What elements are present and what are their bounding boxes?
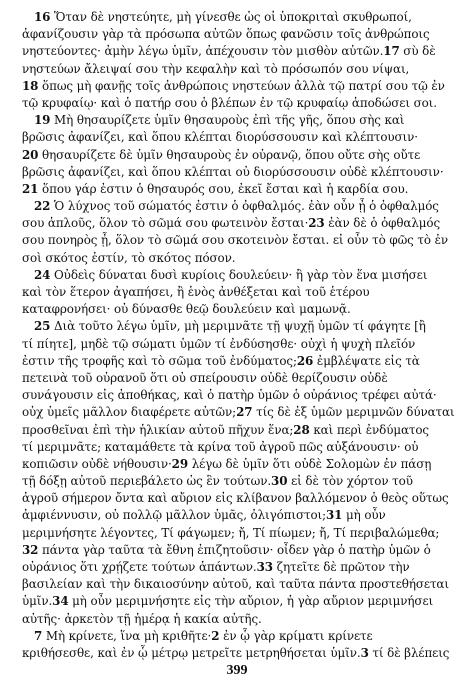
verse-text: νηστεύων ἄλειψαί σου τὴν κεφαλὴν καὶ τὸ πρόσωπόν σου νίψαι, [22,61,410,76]
text-line [22,542,464,559]
verse-number: 32 [22,542,39,557]
text-line [22,593,464,610]
verse-text: τῷ κρυφαίῳ· καὶ ὁ πατήρ σου ὁ βλέπων ἐν τῷ κρυφαίῳ ἀποδώσει σοι. [22,95,437,110]
text-line [22,628,464,645]
text-line [22,267,464,284]
verse-text: βρῶσις ἀφανίζει, καὶ ὅπου κλέπται οὐ διορύσσουσιν οὐδὲ κλέπτουσιν· [22,164,444,179]
text-line [22,26,464,43]
verse-number: 23 [308,216,325,231]
verse-number: 29 [171,456,189,471]
verse-number: 27 [236,405,253,420]
verse-number: 20 [22,147,39,162]
verse-text: καὶ περὶ ἐνδύματος [309,422,429,437]
verse-text: ἐμβλέψατε εἰς τὰ [313,353,420,368]
verse-number: 7 [34,628,43,643]
verse-number: 25 [34,319,51,334]
verse-number: 33 [256,560,273,574]
text-line [22,198,464,215]
scripture-text [22,9,464,662]
verse-number: 17 [383,44,400,59]
verse-text: βρῶσις ἀφανίζει, καὶ ὅπου κλέπται διορύσσουσιν καὶ κλέπτουσιν· [22,130,418,145]
text-line [22,129,464,146]
text-line [22,525,464,542]
verse-text: συνάγουσιν εἰς ἀποθήκας, καὶ ὁ πατὴρ ὑμῶν ὁ οὐράνιος τρέφει αὐτά· [22,388,437,403]
text-line [22,181,464,198]
text-line [22,78,464,95]
text-line [22,284,464,301]
text-line [22,576,464,593]
verse-text: κριθήσεσθε, καὶ ἐν ᾧ μέτρῳ μετρεῖτε μετρηθήσεται ὑμῖν. [22,645,361,660]
text-line [22,43,464,60]
verse-text: Μὴ κρίνετε, ἵνα μὴ κριθῆτε· [42,628,212,643]
text-line [22,336,464,353]
verse-text: τί μεριμνᾶτε; καταμάθετε τὰ κρίνα τοῦ ἀγροῦ πῶς αὐξάνουσιν· οὐ [22,439,419,454]
verse-text: οὐχ ὑμεῖς μᾶλλον διαφέρετε αὐτῶν; [22,405,237,420]
text-line [22,611,464,628]
text-line [22,353,464,370]
text-line [22,9,464,26]
verse-text: αὐτῆς· ἀρκετὸν τῇ ἡμέρᾳ ἡ κακία αὐτῆς. [22,611,262,626]
verse-text: Ὁ λύχνος τοῦ σώματός ἐστιν ὁ ὀφθαλμός. ἐὰν οὖν ᾖ ὁ ὀφθαλμός [50,199,439,214]
text-line [22,112,464,129]
text-line [22,456,464,473]
verse-text: πετεινὰ τοῦ οὐρανοῦ ὅτι οὐ σπείρουσιν οὐδὲ θερίζουσιν οὐδὲ [22,370,388,385]
verse-text: νηστεύοντες· ἀμὴν λέγω ὑμῖν, ἀπέχουσιν τὸν μισθὸν αὐτῶν. [22,44,384,59]
verse-text: Μὴ θησαυρίζετε ὑμῖν θησαυροὺς ἐπὶ τῆς γῆς, ὅπου σὴς καὶ [50,113,405,128]
verse-text: καταφρονήσει· οὐ δύνασθε θεῷ δουλεύειν καὶ μαμωνᾷ. [22,302,351,317]
text-line [22,61,464,78]
verse-number: 24 [34,267,51,282]
verse-text: τῇ δόξῃ αὐτοῦ περιεβάλετο ὡς ἓν τούτων. [22,474,272,489]
verse-text: ἐν ᾧ γὰρ κρίματι κρίνετε [219,628,373,643]
verse-text: πάντα γὰρ ταῦτα τὰ ἔθνη ἐπιζητοῦσιν· οἶδεν γὰρ ὁ πατὴρ ὑμῶν ὁ [38,542,431,557]
verse-number: 31 [325,508,343,523]
verse-text: ἐὰν δὲ ὁ ὀφθαλμός [324,216,441,231]
verse-number: 22 [34,199,51,214]
verse-text: τί δὲ βλέπεις [368,645,450,660]
verse-text: ὅπως μὴ φανῇς τοῖς ἀνθρώποις νηστεύων ἀλλὰ τῷ πατρί σου τῷ ἐν [38,78,445,93]
verse-text: σου πονηρὸς ᾖ, ὅλον τὸ σῶμά σου σκοτεινὸν ἔσται. εἰ οὖν τὸ φῶς τὸ ἐν [22,233,449,248]
text-line [22,645,464,662]
text-line [22,318,464,335]
verse-number: 18 [22,78,39,93]
text-line [22,164,464,181]
text-line [22,232,464,249]
text-line [22,215,464,232]
text-line [22,404,464,421]
verse-number: 34 [52,594,69,609]
verse-text: εἰ δὲ τὸν χόρτον τοῦ [287,474,413,489]
verse-number: 28 [293,422,310,437]
verse-text: Ὅταν δὲ νηστεύητε, μὴ γίνεσθε ὡς οἱ ὑποκριταὶ σκυθρωποί, [50,10,412,24]
verse-text: καὶ τὸν ἕτερον ἀγαπήσει, ἢ ἑνὸς ἀνθέξεται καὶ τοῦ ἑτέρου [22,285,370,299]
verse-number: 21 [22,181,39,196]
verse-text: ὑμῖν. [22,594,53,609]
verse-text: ὅπου γάρ ἐστιν ὁ θησαυρός σου, ἐκεῖ ἔσται καὶ ἡ καρδία σου. [38,181,409,196]
verse-number: 26 [296,353,314,368]
text-line [22,147,464,164]
verse-text: μὴ οὖν μεριμνήσητε εἰς τὴν αὔριον, ἡ γὰρ αὔριον μεριμνήσει [68,594,434,609]
text-line [22,370,464,387]
text-line [22,422,464,439]
page-number: 399 [226,663,248,678]
text-line [22,301,464,318]
verse-text: μὴ οὖν [342,508,386,523]
verse-text: βασιλείαν καὶ τὴν δικαιοσύνην αὐτοῦ, καὶ ταῦτα πάντα προστεθήσεται [22,577,449,592]
verse-text: τί πίητε], μηδὲ τῷ σώματι ὑμῶν τί ἐνδύσησθε· οὐχὶ ἡ ψυχὴ πλεῖόν [22,336,416,351]
verse-text: ἀγροῦ σήμερον ὄντα καὶ αὔριον εἰς κλίβανον βαλλόμενον ὁ θεὸς οὕτως [22,491,449,506]
verse-text: σου ἁπλοῦς, ὅλον τὸ σῶμά σου φωτεινὸν ἔσται· [22,216,309,231]
verse-text: ἀμφιέννυσιν, οὐ πολλῷ μᾶλλον ὑμᾶς, ὀλιγόπιστοι; [22,508,326,523]
verse-number: 16 [34,10,51,24]
verse-text: θησαυρίζετε δὲ ὑμῖν θησαυροὺς ἐν οὐρανῷ, ὅπου οὔτε σὴς οὔτε [38,147,421,162]
verse-text: μεριμνήσητε λέγοντες, Τί φάγωμεν; ἤ, Τί πίωμεν; ἤ, Τί περιβαλώμεθα; [22,525,440,540]
verse-text: ἀφανίζουσιν γὰρ τὰ πρόσωπα αὐτῶν ὅπως φανῶσιν τοῖς ἀνθρώποις [22,27,430,42]
verse-text: προσθεῖναι ἐπὶ τὴν ἡλικίαν αὐτοῦ πῆχυν ἕνα; [22,422,294,437]
verse-text: ζητεῖτε δὲ πρῶτον τὴν [272,560,410,574]
verse-number: 19 [34,113,51,128]
verse-text: σοὶ σκότος ἐστίν, τὸ σκότος πόσον. [22,250,236,265]
verse-text: κοπιῶσιν οὐδὲ νήθουσιν· [22,456,172,471]
text-line [22,439,464,456]
text-line [22,490,464,507]
text-line [22,387,464,404]
text-line [22,507,464,524]
verse-number: 2 [211,628,220,643]
verse-text: Οὐδεὶς δύναται δυσὶ κυρίοις δουλεύειν· ἢ γὰρ τὸν ἕνα μισήσει [50,267,428,282]
text-line [22,95,464,112]
text-line [22,473,464,490]
text-line [22,559,464,576]
verse-text: Διὰ τοῦτο λέγω ὑμῖν, μὴ μεριμνᾶτε τῇ ψυχῇ ὑμῶν τί φάγητε [ἢ [50,319,426,334]
verse-text: οὐράνιος ὅτι χρῄζετε τούτων ἁπάντων. [22,560,257,574]
text-line [22,250,464,267]
verse-text: τίς δὲ ἐξ ὑμῶν μεριμνῶν δύναται [252,405,455,420]
verse-number: 3 [360,645,369,660]
verse-text: λέγω δὲ ὑμῖν ὅτι οὐδὲ Σολομὼν ἐν πάσῃ [188,456,432,471]
verse-number: 30 [271,474,288,489]
verse-text: σὺ δὲ [399,44,436,59]
verse-text: ἐστιν τῆς τροφῆς καὶ τὸ σῶμα τοῦ ἐνδύματος; [22,353,297,368]
